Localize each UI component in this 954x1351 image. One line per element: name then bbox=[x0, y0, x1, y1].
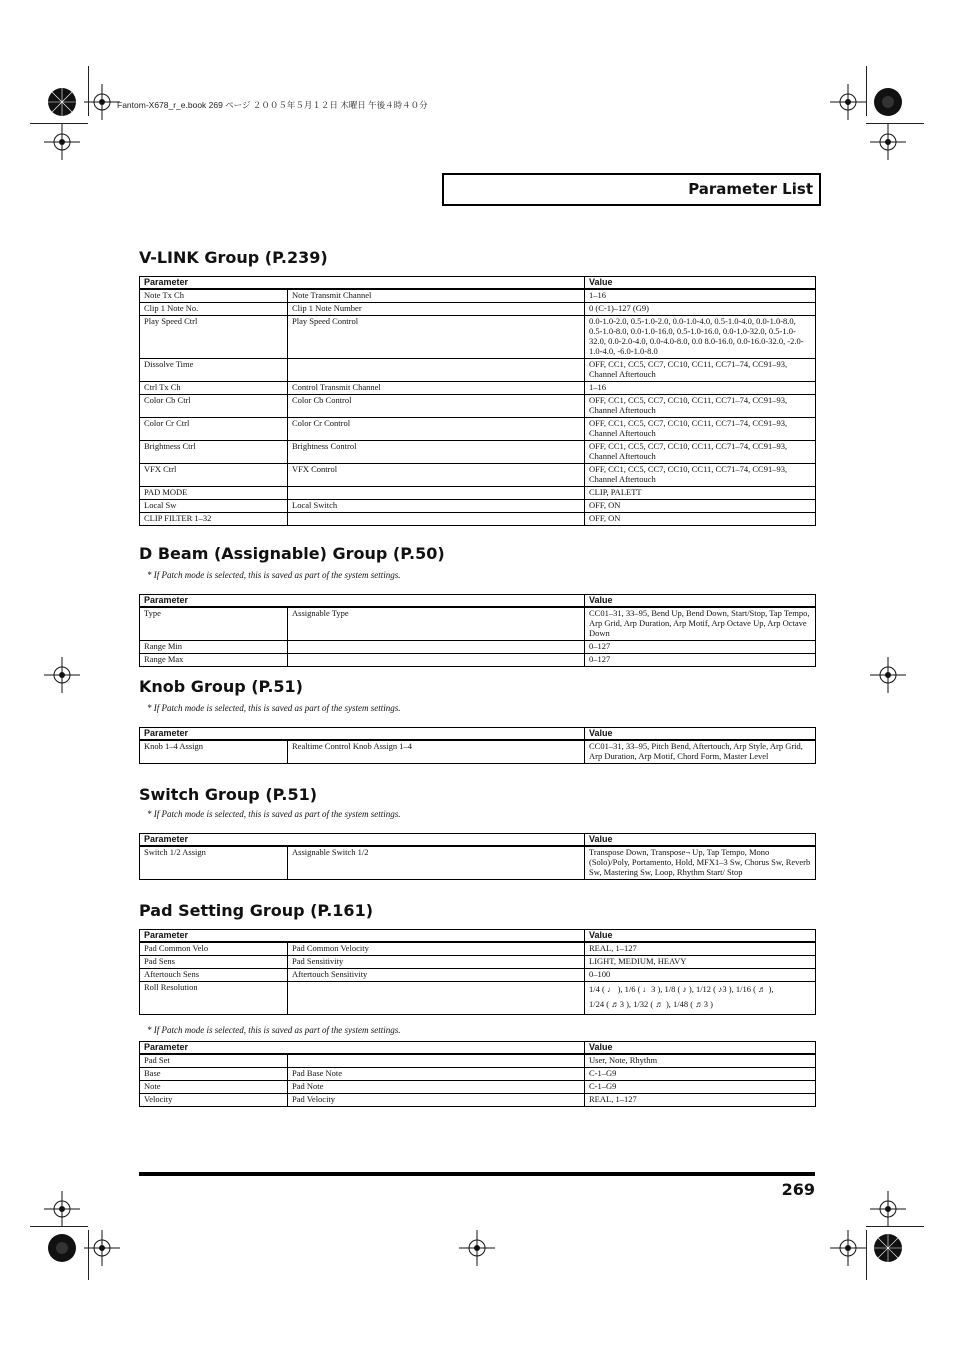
table-cell: OFF, CC1, CC5, CC7, CC10, CC11, CC71–74, CC91–93, Channel Aftertouch bbox=[585, 418, 816, 441]
crosshair-icon bbox=[826, 1226, 870, 1270]
table-row bbox=[140, 303, 816, 316]
footer-rule bbox=[139, 1172, 815, 1176]
section-title-pad: Pad Setting Group (P.161) bbox=[139, 901, 374, 920]
note-text: * If Patch mode is selected, this is saved as part of the system settings. bbox=[147, 703, 401, 713]
column-header-value: Value bbox=[585, 277, 816, 290]
table-cell: Pad Velocity bbox=[288, 1094, 585, 1107]
table-row bbox=[140, 641, 816, 654]
switch-table bbox=[139, 833, 816, 880]
column-header-value: Value bbox=[585, 834, 816, 847]
print-header: Fantom-X678_r_e.book 269 ページ ２００５年５月１２日 木曜日 午後４時４０分 bbox=[117, 100, 428, 110]
column-header-value: Value bbox=[585, 930, 816, 943]
table-row bbox=[140, 359, 816, 382]
table-cell: OFF, CC1, CC5, CC7, CC10, CC11, CC71–74, CC91–93, Channel Aftertouch bbox=[585, 464, 816, 487]
table-row bbox=[140, 846, 816, 880]
table-cell bbox=[288, 641, 585, 654]
table-cell: Pad Base Note bbox=[288, 1068, 585, 1081]
table-cell: Play Speed Control bbox=[288, 316, 585, 359]
table-cell: 0–127 bbox=[585, 641, 816, 654]
crosshair-icon bbox=[80, 80, 124, 124]
table-row bbox=[140, 464, 816, 487]
table-cell: 1–16 bbox=[585, 382, 816, 395]
table-cell: VFX Ctrl bbox=[140, 464, 288, 487]
table-row bbox=[140, 969, 816, 982]
crosshair-icon bbox=[455, 1226, 499, 1270]
table-cell bbox=[288, 487, 585, 500]
crosshair-icon bbox=[40, 120, 84, 164]
knob-table bbox=[139, 727, 816, 764]
column-header-value: Value bbox=[585, 595, 816, 608]
table-cell: Aftertouch Sens bbox=[140, 969, 288, 982]
table-cell: Note Transmit Channel bbox=[288, 289, 585, 303]
table-cell: Note Tx Ch bbox=[140, 289, 288, 303]
table-row bbox=[140, 289, 816, 303]
table-cell: Aftertouch Sensitivity bbox=[288, 969, 585, 982]
table-cell: Roll Resolution bbox=[140, 982, 288, 1015]
table-cell: Pad Sens bbox=[140, 956, 288, 969]
section-title-switch: Switch Group (P.51) bbox=[139, 785, 318, 804]
table-row bbox=[140, 316, 816, 359]
table-cell bbox=[288, 654, 585, 667]
table-row bbox=[140, 740, 816, 764]
dbeam-table bbox=[139, 594, 816, 667]
table-cell: Brightness Ctrl bbox=[140, 441, 288, 464]
table-cell: Switch 1/2 Assign bbox=[140, 846, 288, 880]
table-row bbox=[140, 607, 816, 641]
table-cell: User, Note, Rhythm bbox=[585, 1054, 816, 1068]
table-cell: C-1–G9 bbox=[585, 1068, 816, 1081]
table-cell bbox=[585, 982, 816, 1015]
section-title-dbeam: D Beam (Assignable) Group (P.50) bbox=[139, 544, 445, 563]
roll-value-line: 1/24 ( ♬3 ), 1/32 ( ♬ ), 1/48 ( ♬3 ) bbox=[589, 999, 713, 1009]
table-cell: CLIP FILTER 1–32 bbox=[140, 513, 288, 526]
note-text: * If Patch mode is selected, this is saved as part of the system settings. bbox=[147, 809, 401, 819]
table-cell: Control Transmit Channel bbox=[288, 382, 585, 395]
table-cell: OFF, CC1, CC5, CC7, CC10, CC11, CC71–74, CC91–93, Channel Aftertouch bbox=[585, 395, 816, 418]
table-row bbox=[140, 942, 816, 956]
column-header-parameter: Parameter bbox=[140, 930, 585, 943]
table-cell: Color Cb Control bbox=[288, 395, 585, 418]
crosshair-icon bbox=[866, 653, 910, 697]
table-cell bbox=[288, 359, 585, 382]
table-row bbox=[140, 982, 816, 1015]
crosshair-icon bbox=[40, 1187, 84, 1231]
table-cell: Realtime Control Knob Assign 1–4 bbox=[288, 740, 585, 764]
pad-set-table bbox=[139, 1041, 816, 1107]
crop-mark bbox=[866, 66, 867, 116]
table-cell: Brightness Control bbox=[288, 441, 585, 464]
table-cell: PAD MODE bbox=[140, 487, 288, 500]
table-row bbox=[140, 441, 816, 464]
vlink-table bbox=[139, 276, 816, 526]
registration-mark-icon bbox=[40, 1226, 84, 1270]
table-cell: Base bbox=[140, 1068, 288, 1081]
table-cell: 0–100 bbox=[585, 969, 816, 982]
table-cell: Assignable Type bbox=[288, 607, 585, 641]
table-cell bbox=[288, 1054, 585, 1068]
crop-mark bbox=[88, 66, 89, 116]
table-cell: Ctrl Tx Ch bbox=[140, 382, 288, 395]
table-row bbox=[140, 395, 816, 418]
crop-mark bbox=[866, 123, 924, 124]
section-title-vlink: V-LINK Group (P.239) bbox=[139, 248, 328, 267]
table-cell: Local Switch bbox=[288, 500, 585, 513]
table-cell: CLIP, PALETT bbox=[585, 487, 816, 500]
table-cell: OFF, CC1, CC5, CC7, CC10, CC11, CC71–74, CC91–93, Channel Aftertouch bbox=[585, 441, 816, 464]
table-cell: Pad Set bbox=[140, 1054, 288, 1068]
table-cell: REAL, 1–127 bbox=[585, 942, 816, 956]
table-cell: VFX Control bbox=[288, 464, 585, 487]
registration-mark-icon bbox=[866, 80, 910, 124]
page-title: Parameter List bbox=[442, 173, 821, 206]
column-header-parameter: Parameter bbox=[140, 728, 585, 741]
note-text: * If Patch mode is selected, this is saved as part of the system settings. bbox=[147, 570, 401, 580]
table-row bbox=[140, 1094, 816, 1107]
pad-table bbox=[139, 929, 816, 1015]
table-cell: Range Min bbox=[140, 641, 288, 654]
table-cell: 0–127 bbox=[585, 654, 816, 667]
table-cell: LIGHT, MEDIUM, HEAVY bbox=[585, 956, 816, 969]
crop-mark bbox=[30, 123, 88, 124]
column-header-parameter: Parameter bbox=[140, 1042, 585, 1055]
table-cell: OFF, ON bbox=[585, 500, 816, 513]
table-cell: Color Cb Ctrl bbox=[140, 395, 288, 418]
table-cell: 0 (C-1)–127 (G9) bbox=[585, 303, 816, 316]
table-cell: Range Max bbox=[140, 654, 288, 667]
crop-mark bbox=[866, 1230, 867, 1280]
table-row bbox=[140, 382, 816, 395]
table-cell: CC01–31, 33–95, Pitch Bend, Aftertouch, Arp Style, Arp Grid, Arp Duration, Arp Motif, Chord Form, Master Level bbox=[585, 740, 816, 764]
table-cell: Assignable Switch 1/2 bbox=[288, 846, 585, 880]
table-cell: Clip 1 Note No. bbox=[140, 303, 288, 316]
table-row bbox=[140, 1081, 816, 1094]
table-cell: Type bbox=[140, 607, 288, 641]
table-cell: Color Cr Control bbox=[288, 418, 585, 441]
column-header-parameter: Parameter bbox=[140, 277, 585, 290]
table-cell: Transpose Down, Transpose¬ Up, Tap Tempo, Mono (Solo)/Poly, Portamento, Hold, MFX1–3 Sw, Chorus Sw, Reverb Sw, Mastering Sw, Loop, Rhythm Start/ Stop bbox=[585, 846, 816, 880]
note-text: * If Patch mode is selected, this is saved as part of the system settings. bbox=[147, 1025, 401, 1035]
crosshair-icon bbox=[40, 653, 84, 697]
table-cell: OFF, ON bbox=[585, 513, 816, 526]
table-cell: 0.0-1.0-2.0, 0.5-1.0-2.0, 0.0-1.0-4.0, 0.5-1.0-4.0, 0.0-1.0-8.0, 0.5-1.0-8.0, 0.0-1.0-16.0, 0.5-1.0-16.0, 0.0-1.0-32.0, 0.5-1.0-32.0, 0.0-2.0-4.0, 0.0-4.0-8.0, 0.0 8.0-16.0, 0.0-16.0-32.0, -2.0-1.0-4.0, -6.0-1.0-8.0 bbox=[585, 316, 816, 359]
table-cell: Play Speed Ctrl bbox=[140, 316, 288, 359]
crosshair-icon bbox=[80, 1226, 124, 1270]
section-title-knob: Knob Group (P.51) bbox=[139, 677, 303, 696]
crosshair-icon bbox=[826, 80, 870, 124]
table-row bbox=[140, 500, 816, 513]
table-cell: C-1–G9 bbox=[585, 1081, 816, 1094]
column-header-parameter: Parameter bbox=[140, 834, 585, 847]
table-cell: Pad Note bbox=[288, 1081, 585, 1094]
table-row bbox=[140, 1054, 816, 1068]
table-cell: REAL, 1–127 bbox=[585, 1094, 816, 1107]
table-row bbox=[140, 1068, 816, 1081]
page-number: 269 bbox=[781, 1180, 815, 1199]
table-cell: CC01–31, 33–95, Bend Up, Bend Down, Start/Stop, Tap Tempo, Arp Grid, Arp Duration, Arp Motif, Arp Octave Up, Arp Octave Down bbox=[585, 607, 816, 641]
crosshair-icon bbox=[866, 120, 910, 164]
crop-mark bbox=[866, 1226, 924, 1227]
column-header-value: Value bbox=[585, 1042, 816, 1055]
column-header-parameter: Parameter bbox=[140, 595, 585, 608]
table-cell: Velocity bbox=[140, 1094, 288, 1107]
crop-mark bbox=[88, 1230, 89, 1280]
table-cell: Pad Common Velo bbox=[140, 942, 288, 956]
roll-value-line: 1/4 ( ♩ ), 1/6 ( ♩3 ), 1/8 ( ♪ ), 1/12 ( ♪3 ), 1/16 ( ♬ ), bbox=[589, 984, 774, 994]
table-row bbox=[140, 956, 816, 969]
table-cell: Note bbox=[140, 1081, 288, 1094]
table-cell: Color Cr Ctrl bbox=[140, 418, 288, 441]
crosshair-icon bbox=[866, 1187, 910, 1231]
table-cell: Dissolve Time bbox=[140, 359, 288, 382]
table-row bbox=[140, 487, 816, 500]
table-cell: Pad Common Velocity bbox=[288, 942, 585, 956]
table-cell: OFF, CC1, CC5, CC7, CC10, CC11, CC71–74, CC91–93, Channel Aftertouch bbox=[585, 359, 816, 382]
table-row bbox=[140, 654, 816, 667]
table-cell: Pad Sensitivity bbox=[288, 956, 585, 969]
column-header-value: Value bbox=[585, 728, 816, 741]
crop-mark bbox=[30, 1226, 88, 1227]
table-cell: Clip 1 Note Number bbox=[288, 303, 585, 316]
table-cell: Knob 1–4 Assign bbox=[140, 740, 288, 764]
table-cell bbox=[288, 513, 585, 526]
table-cell: 1–16 bbox=[585, 289, 816, 303]
table-cell bbox=[288, 982, 585, 1015]
table-row bbox=[140, 418, 816, 441]
table-row bbox=[140, 513, 816, 526]
registration-mark-icon bbox=[40, 80, 84, 124]
table-cell: Local Sw bbox=[140, 500, 288, 513]
registration-mark-icon bbox=[866, 1226, 910, 1270]
